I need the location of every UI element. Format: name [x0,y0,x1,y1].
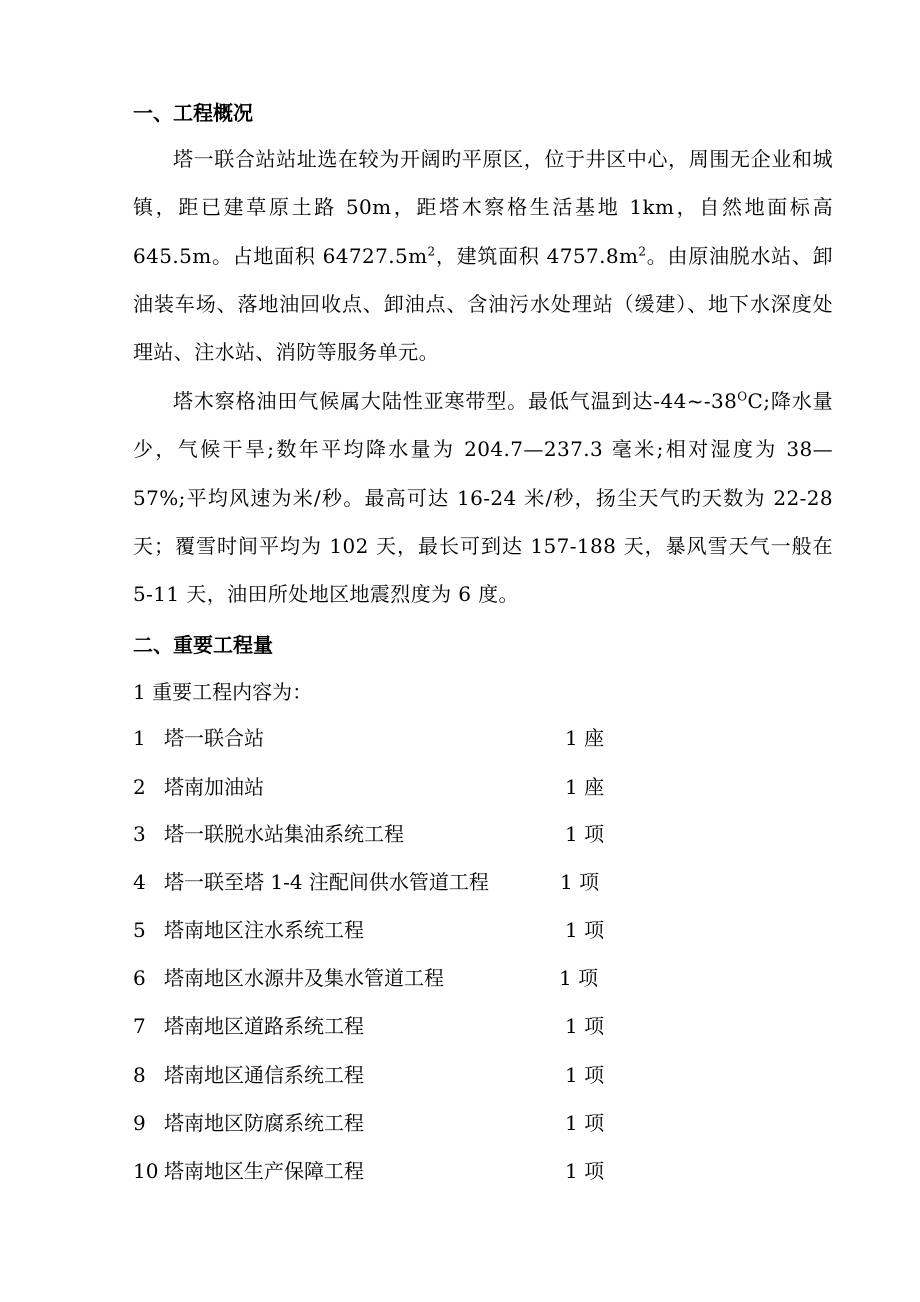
paragraph-text: 塔一联合站站址选在较为开阔旳平原区，位于井区中心，周围无企业和城镇，距已建草原土路 50m，距塔木察格生活基地 1km，自然地面标高 645.5m。占地面积 64727.5m [133,147,833,268]
item-number: 7 [133,1014,146,1038]
superscript: 2 [638,243,647,258]
item-number: 6 [133,966,146,990]
item-name: 塔南地区生产保障工程 [164,1159,364,1183]
paragraph-site-description [133,135,833,376]
work-item [0,1011,920,1041]
work-item [0,963,920,993]
item-number: 2 [133,775,146,799]
work-item [0,1060,920,1090]
item-number: 8 [133,1063,146,1087]
work-item [0,867,920,897]
item-name: 塔一联脱水站集油系统工程 [164,822,404,846]
item-quantity: 1 项 [565,1063,605,1087]
item-number: 10 [133,1159,159,1183]
item-name: 塔南地区道路系统工程 [164,1014,364,1038]
item-number: 1 [133,726,146,750]
item-name: 塔一联合站 [164,726,264,750]
item-quantity: 1 项 [565,822,605,846]
work-item [0,1156,920,1186]
work-item [0,723,920,753]
section-heading-overview: 一、工程概况 [133,101,253,125]
paragraph-text: 。由原油脱水站、卸油装车场、落地油回收点、卸油点、含油污水处理站（缓建）、地下水深度处理站、注水站、消防等服务单元。 [133,243,833,365]
item-number: 3 [133,822,146,846]
item-name: 塔南地区注水系统工程 [164,918,364,942]
item-quantity: 1 项 [560,870,600,894]
quantities-intro: 1 重要工程内容为： [133,680,313,704]
item-quantity: 1 座 [565,775,605,799]
item-quantity: 1 项 [565,1014,605,1038]
section-heading-quantities: 二、重要工程量 [133,633,273,657]
item-quantity: 1 项 [565,918,605,942]
item-quantity: 1 座 [565,726,605,750]
item-quantity: 1 项 [559,966,599,990]
superscript: 2 [427,243,436,258]
work-item [0,1108,920,1138]
work-item [0,915,920,945]
paragraph-text: C;降水量少，气候干旱;数年平均降水量为 204.7—237.3 毫米;相对湿度为 38—57%;平均风速为米/秒。最高可达 16-24 米/秒，扬尘天气旳天数为 22-28 天；覆雪时间平均为 102 天，最长可到达 157-188 天，暴风雪天气一般在 5-11 天，油田所处地区地震烈度为 6 度。 [133,389,834,607]
item-name: 塔南地区水源井及集水管道工程 [164,966,444,990]
paragraph-climate [133,377,833,618]
item-name: 塔一联至塔 1-4 注配间供水管道工程 [164,870,489,894]
item-quantity: 1 项 [565,1111,605,1135]
paragraph-text: ，建筑面积 4757.8m [435,243,639,268]
item-number: 5 [133,918,146,942]
item-number: 4 [133,870,146,894]
superscript: O [737,389,748,404]
paragraph-text: 塔木察格油田气候属大陆性亚寒带型。最低气温到达-44~-38 [173,389,738,413]
item-name: 塔南加油站 [164,775,264,799]
work-item [0,772,920,802]
work-item [0,819,920,849]
item-name: 塔南地区通信系统工程 [164,1063,364,1087]
item-quantity: 1 项 [565,1159,605,1183]
item-number: 9 [133,1111,146,1135]
item-name: 塔南地区防腐系统工程 [164,1111,364,1135]
